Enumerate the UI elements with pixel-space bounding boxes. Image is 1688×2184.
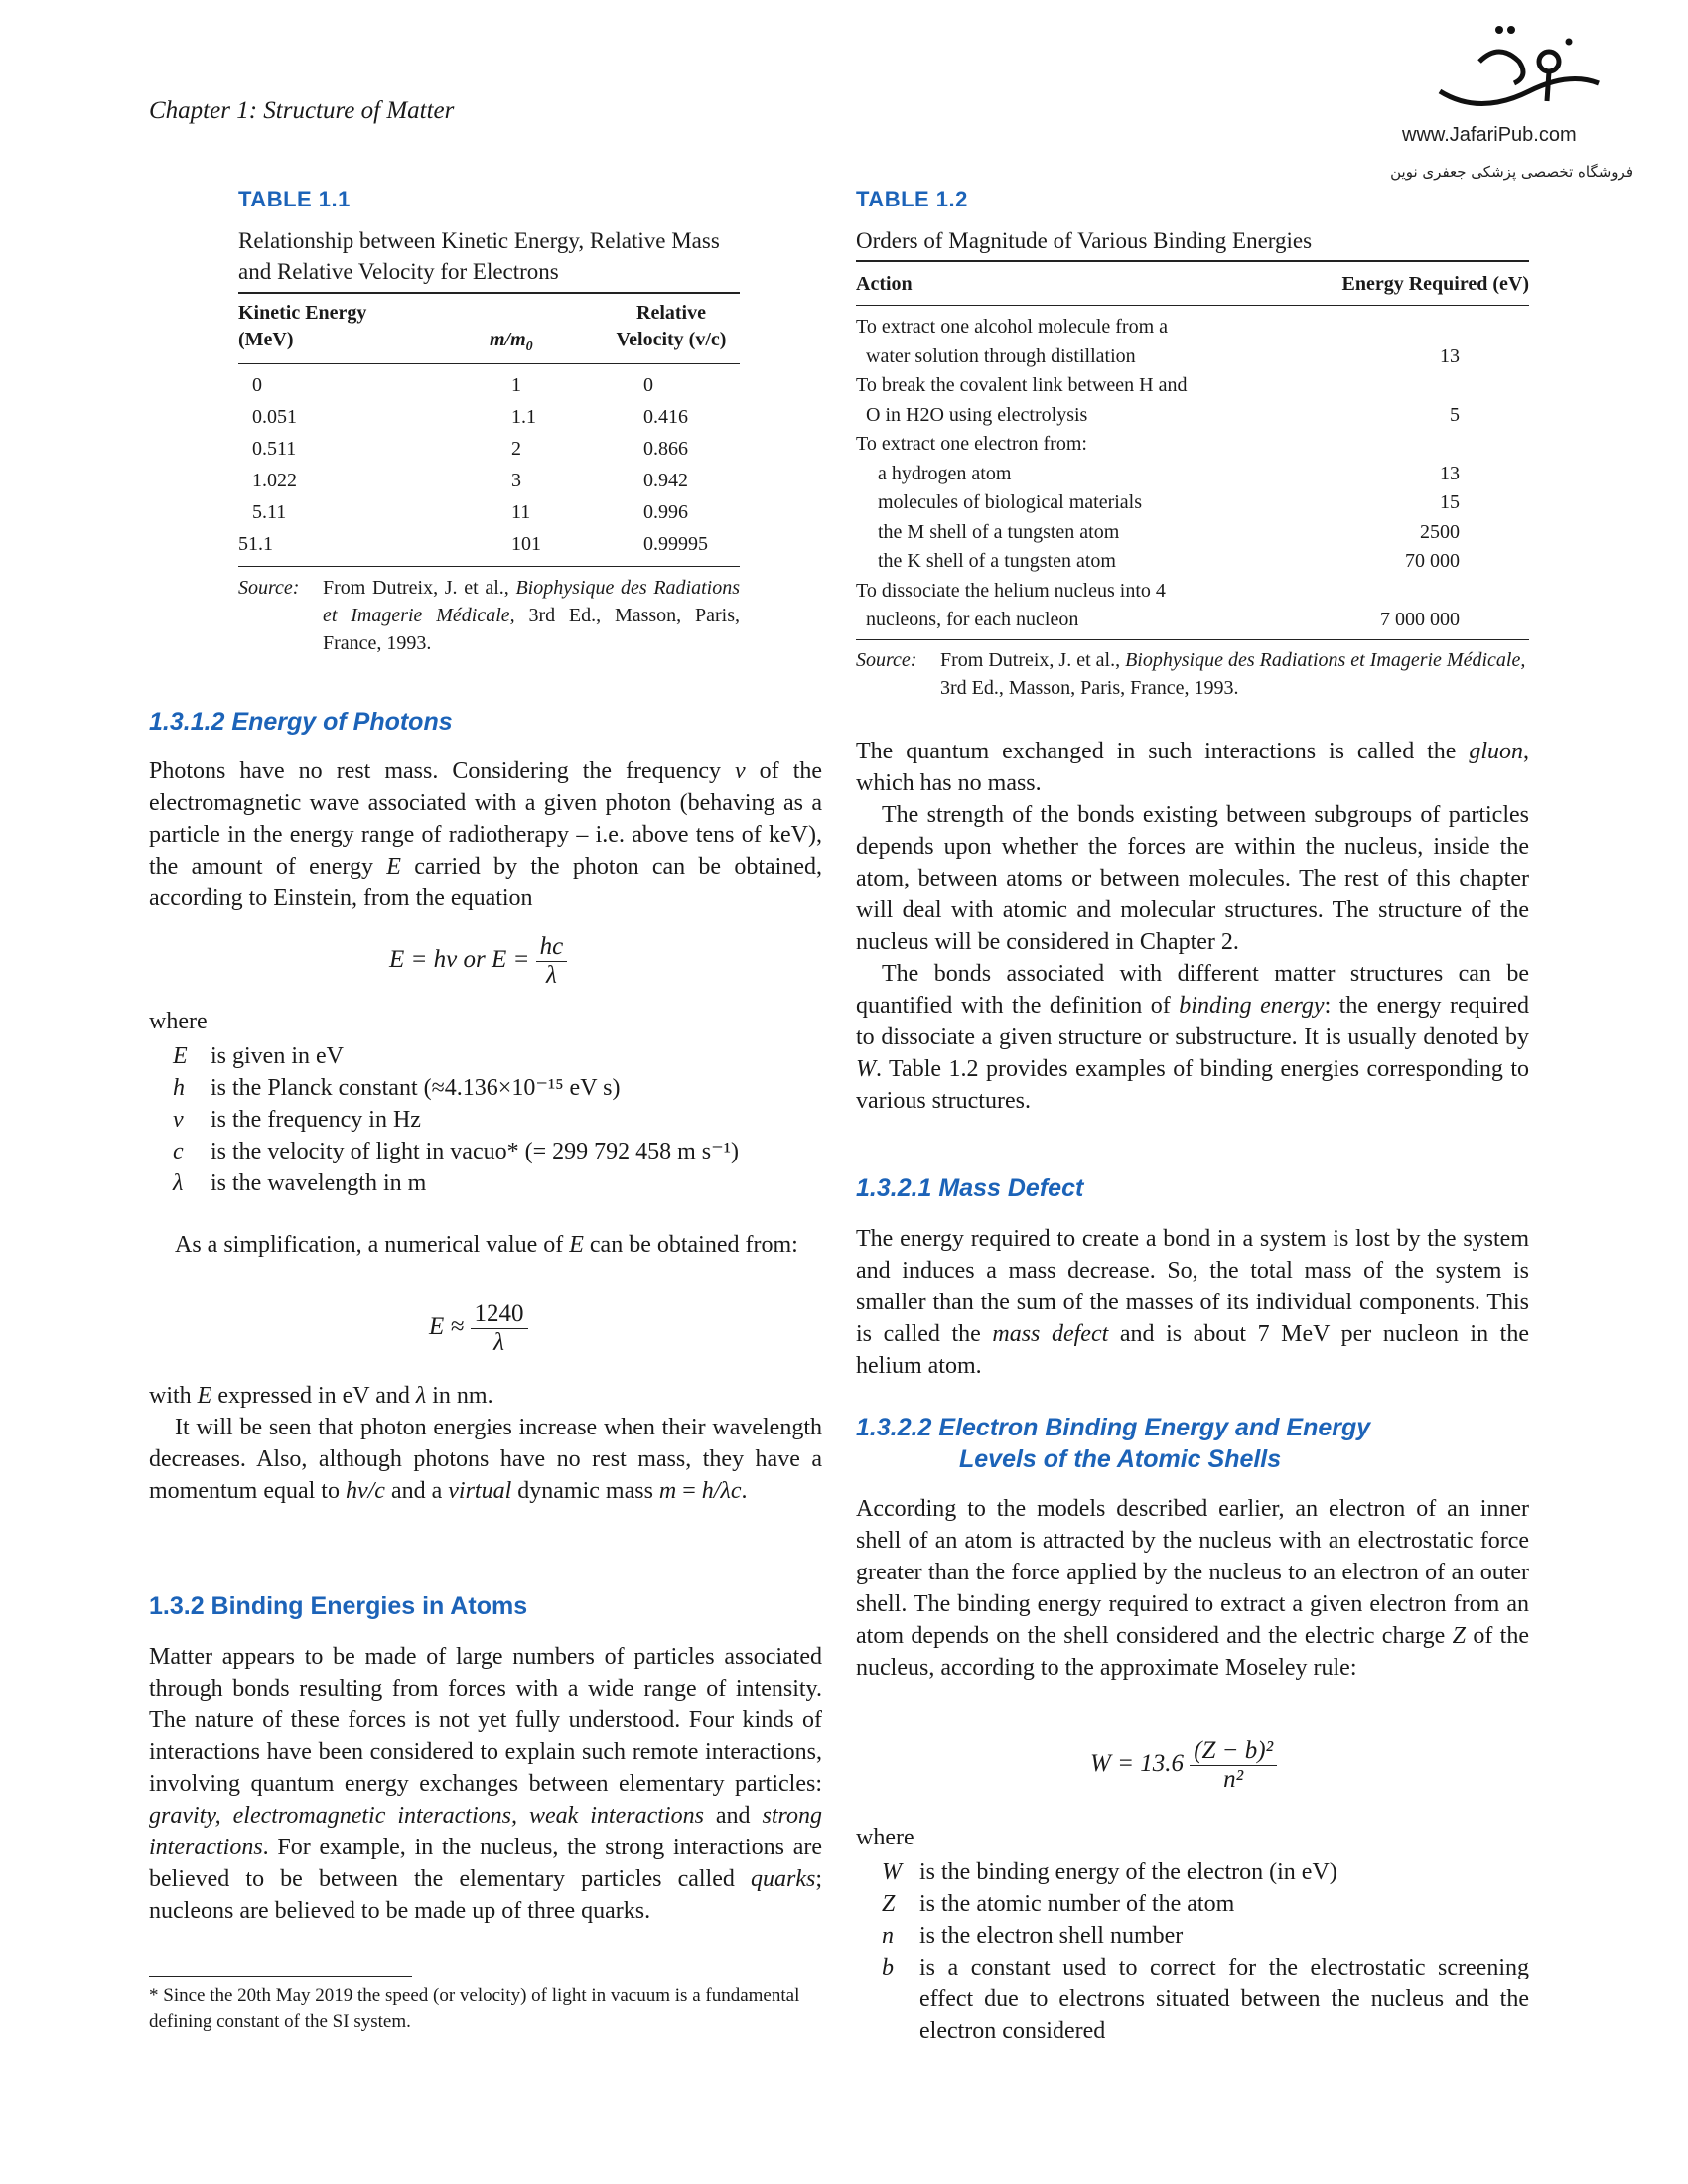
table-1-2-action-cell: water solution through distillation — [866, 344, 1136, 367]
table-1-2-energy-cell: 13 — [1440, 344, 1460, 367]
table-1-2-energy-cell: 15 — [1440, 491, 1460, 513]
table-1-1-cell: 0.866 — [643, 438, 688, 460]
definition-symbol: c — [173, 1139, 184, 1164]
source-pre: From Dutreix, J. et al., — [323, 577, 509, 599]
eq2-den: λ — [493, 1329, 504, 1356]
table-1-1-cell: 0.996 — [643, 501, 688, 523]
eq3-num: (Z − b)² — [1190, 1737, 1277, 1766]
source-pre-2: From Dutreix, J. et al., — [940, 649, 1121, 671]
table-1-1-cell: 2 — [511, 438, 521, 460]
table-1-1-header-vel: Relative Velocity (v/c) — [616, 302, 727, 350]
source-label: Source: — [238, 577, 300, 599]
definition-row — [173, 1040, 828, 1072]
table-1-2-source — [856, 646, 1529, 702]
where-label-1: where — [149, 1009, 208, 1034]
equation-moseley — [1090, 1737, 1277, 1794]
moseley-para: According to the models described earlier, an electron of an inner shell of an atom is attracted by the nucleus with an electrostatic force greater than the force applied by the nucleus to an electron of an outer shell. The binding energy required to extract a given electron from an atom depends on the shell considered and the electric charge Z of the nucleus, according to the approximate Moseley rule: — [856, 1496, 1529, 1681]
source-label-2: Source: — [856, 649, 917, 671]
eq3-den: n² — [1223, 1766, 1244, 1793]
definition-row — [882, 1888, 1529, 1920]
definition-text: is the Planck constant (≈4.136×10⁻¹⁵ eV s) — [211, 1075, 621, 1101]
table-1-1-caption: Relationship between Kinetic Energy, Relative Mass and Relative Velocity for Electrons — [238, 228, 720, 284]
logo-persian-text: فروشگاه تخصصی پزشکی جعفری نوین — [1390, 163, 1633, 181]
definition-row — [882, 1920, 1529, 1952]
right-paras: The quantum exchanged in such interactions is called the gluon, which has no mass. The strength of the bonds existing between subgroups of particles depends upon whether the forces are within the nucleus, inside the atom, between atoms or between molecules. The rest of this chapter will deal with atomic and molecular structures. The structure of the nucleus will be considered in Chapter 2. The bonds associated with different matter structures can be quantified with the definition of binding energy: the energy required to dissociate a given structure or substructure. It is usually denoted by W. Table 1.2 provides examples of binding energies corresponding to various structures. — [856, 739, 1529, 1114]
eq2-left: E ≈ — [429, 1313, 465, 1341]
definition-symbol: λ — [173, 1170, 184, 1196]
table-1-2-caption: Orders of Magnitude of Various Binding Energies — [856, 228, 1313, 253]
photons-para-2: As a simplification, a numerical value of E can be obtained from: — [175, 1232, 798, 1258]
table-1-1-cell: 0 — [252, 374, 262, 396]
footnote: * Since the 20th May 2019 the speed (or velocity) of light in vacuum is a fundamental defining constant of the SI system. — [149, 1985, 800, 2032]
logo-url: www.JafariPub.com — [1402, 124, 1577, 146]
definition-row — [882, 1856, 1529, 1888]
source-title-2: Biophysique des Radiations et Imagerie Médicale, — [1125, 649, 1526, 671]
eq2-num: 1240 — [471, 1300, 528, 1329]
heading-1-3-2-1: 1.3.2.1 Mass Defect — [856, 1174, 1084, 1202]
table-1-2-action-cell: nucleons, for each nucleon — [866, 609, 1079, 630]
heading-1-3-2: 1.3.2 Binding Energies in Atoms — [149, 1592, 528, 1620]
table-1-2-energy-cell: 70 000 — [1405, 550, 1460, 572]
table-1-2-action-cell: O in H2O using electrolysis — [866, 403, 1088, 426]
definition-row — [173, 1104, 828, 1136]
definition-text: is the velocity of light in vacuo* (= 299 792 458 m s⁻¹) — [211, 1139, 739, 1164]
heading-1-3-1-2: 1.3.1.2 Energy of Photons — [149, 708, 453, 736]
table-1-2-action-cell: To break the covalent link between H and — [856, 374, 1188, 396]
table-1-2-energy-cell: 7 000 000 — [1380, 609, 1460, 630]
table-1-1-header-mass: $m/m_0$ — [490, 329, 533, 354]
table-1-1-cell: 1.022 — [252, 470, 297, 491]
table-1-1-cell: 0.942 — [643, 470, 688, 491]
definition-text: is given in eV — [211, 1043, 344, 1069]
table-1-2-energy-cell: 13 — [1440, 462, 1460, 484]
definition-symbol: ν — [173, 1107, 184, 1133]
table-1-1-cell: 0.99995 — [643, 533, 708, 555]
eq1-num: hc — [536, 933, 568, 962]
table-1-2-action-cell: a hydrogen atom — [878, 462, 1012, 484]
definition-text: is the binding energy of the electron (in eV) — [919, 1859, 1337, 1885]
moseley-definitions — [882, 1856, 1529, 2047]
definition-text: is a constant used to correct for the electrostatic screening effect due to electrons situated between the nucleus and the electron considered — [919, 1955, 1529, 2044]
table-1-1-header-ke: Kinetic Energy (MeV) — [238, 302, 367, 350]
table-1-2-action-cell: molecules of biological materials — [878, 491, 1143, 513]
definition-symbol: Z — [882, 1891, 896, 1917]
table-1-1-cell: 101 — [511, 533, 541, 555]
definition-symbol: b — [882, 1955, 894, 1980]
photons-para-1: Photons have no rest mass. Considering the frequency ν of the electromagnetic wave associated with a given photon (behaving as a particle in the energy range of radiotherapy – i.e. above tens of keV), the amount of energy E carried by the photon can be obtained, according to Einstein, from the equation — [149, 758, 823, 911]
table-1-1-cell: 0.511 — [252, 438, 297, 460]
table-1-2-energy-cell: 5 — [1450, 403, 1460, 426]
table-1-2-action-cell: the K shell of a tungsten atom — [878, 550, 1116, 572]
table-1-2-header-action: Action — [856, 273, 913, 295]
table-1-2-action-cell: the M shell of a tungsten atom — [878, 520, 1120, 543]
table-1-2-label: TABLE 1.2 — [856, 187, 968, 211]
definition-row — [173, 1167, 828, 1199]
heading-1-3-2-2-line1: 1.3.2.2 Electron Binding Energy and Energy — [856, 1414, 1371, 1441]
table-1-2-action-cell: To extract one electron from: — [856, 433, 1087, 455]
table-1-1-label: TABLE 1.1 — [238, 187, 351, 211]
calligraphy-logo-icon — [1420, 22, 1618, 121]
equation-1240 — [429, 1300, 528, 1357]
eq1-left: E = hν or E = — [389, 946, 530, 974]
table-1-1-cell: 3 — [511, 470, 521, 491]
heading-1-3-2-2-line2: Levels of the Atomic Shells — [959, 1445, 1282, 1473]
definition-row — [882, 1952, 1529, 2047]
publisher-logo — [1390, 22, 1648, 191]
definition-text: is the frequency in Hz — [211, 1107, 421, 1133]
table-1-1-cell: 0.416 — [643, 406, 688, 428]
definition-text: is the atomic number of the atom — [919, 1891, 1235, 1917]
definition-row — [173, 1072, 828, 1104]
definition-symbol: W — [882, 1859, 902, 1885]
where-label-2: where — [856, 1825, 914, 1850]
equation-einstein — [389, 933, 567, 990]
table-1-1-cell: 5.11 — [252, 501, 287, 523]
table-1-1-source — [238, 574, 740, 657]
table-1-2-energy-cell: 2500 — [1420, 520, 1460, 543]
source-title: Biophysique des Radiations et Imagerie Médicale, — [323, 577, 740, 626]
table-1-1-cell: 1.1 — [511, 406, 536, 428]
definition-row — [173, 1136, 828, 1167]
definition-text: is the electron shell number — [919, 1923, 1184, 1949]
running-header: Chapter 1: Structure of Matter — [149, 97, 455, 124]
definition-symbol: E — [173, 1043, 188, 1069]
photons-para-3-4: with E expressed in eV and λ in nm. It will be seen that photon energies increase when their wavelength decreases. Also, although photons have no rest mass, they have a momentum equal to hν/c and a virtual dynamic mass m = h/λc. — [149, 1383, 822, 1504]
source-post: 3rd Ed., Masson, Paris, France, 1993. — [323, 605, 740, 654]
table-1-1-cell: 1 — [511, 374, 521, 396]
eq1-den: λ — [546, 962, 557, 989]
binding-para-1: Matter appears to be made of large numbers of particles associated through bonds resulting from forces with a wide range of intensity. The nature of these forces is not yet fully understood. Four kinds of interactions have been considered to explain such remote interactions, involving quantum energy exchanges between elementary particles: gravity, electromagnetic interactions, weak interactions and strong interactions. For example, in the nucleus, the strong interactions are believed to be between the elementary particles called quarks; nucleons are believed to be made up of three quarks. — [149, 1644, 823, 1924]
definition-symbol: n — [882, 1923, 894, 1949]
photons-definitions — [173, 1040, 828, 1199]
source-post-2: 3rd Ed., Masson, Paris, France, 1993. — [940, 677, 1239, 699]
definition-text: is the wavelength in m — [211, 1170, 427, 1196]
table-1-2-action-cell: To dissociate the helium nucleus into 4 — [856, 579, 1166, 602]
table-1-2-action-cell: To extract one alcohol molecule from a — [856, 316, 1169, 338]
mass-defect-para: The energy required to create a bond in a system is lost by the system and induces a mass decrease. So, the total mass of the system is smaller than the sum of the masses of its individual components. This is called the mass defect and is about 7 MeV per nucleon in the helium atom. — [856, 1226, 1529, 1379]
eq3-left: W = 13.6 — [1090, 1750, 1184, 1778]
table-1-1-cell: 51.1 — [238, 533, 273, 555]
table-1-1-cell: 11 — [511, 501, 531, 523]
table-1-1-cell: 0 — [643, 374, 653, 396]
table-1-1-cell: 0.051 — [252, 406, 297, 428]
table-1-2-header-energy: Energy Required (eV) — [1341, 273, 1529, 295]
definition-symbol: h — [173, 1075, 185, 1101]
